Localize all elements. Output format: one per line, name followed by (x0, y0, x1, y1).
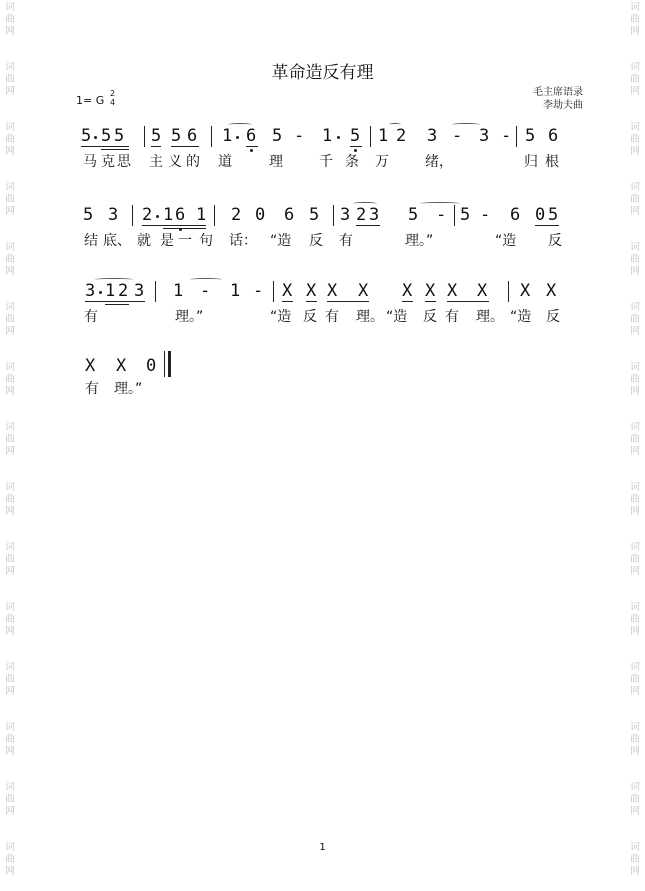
lyric: 就 (137, 233, 151, 249)
note: X (306, 281, 317, 301)
watermark-char: 网 (5, 206, 15, 217)
watermark-char: 曲 (630, 794, 640, 805)
watermark-group (0, 302, 20, 338)
lyric: “造 (386, 309, 408, 325)
note: 5 (460, 205, 471, 225)
note: 5 (101, 126, 112, 146)
note: - (452, 126, 463, 146)
watermark-char: 词 (5, 2, 15, 13)
note: 1 (173, 281, 184, 301)
watermark-group (0, 482, 20, 518)
song-title: 革命造反有理 (271, 63, 374, 83)
watermark-char: 网 (5, 446, 15, 457)
lyric: 底、 (103, 233, 131, 249)
watermark-char: 词 (5, 662, 15, 673)
watermark-char: 网 (630, 626, 640, 637)
watermark-char: 网 (630, 746, 640, 757)
watermark-char: 曲 (630, 854, 640, 865)
watermark-char: 网 (5, 746, 15, 757)
barline (508, 281, 509, 302)
page-number: 1 (319, 842, 326, 853)
watermark-char: 曲 (5, 794, 15, 805)
note: 1 (230, 281, 241, 301)
note: 3 (340, 205, 351, 225)
watermark-char: 曲 (5, 14, 15, 25)
underline (105, 304, 129, 305)
watermark-right (625, 0, 645, 891)
note: 5 (151, 126, 162, 146)
watermark-char: 网 (5, 626, 15, 637)
watermark-char: 词 (630, 122, 640, 133)
note: X (477, 281, 488, 301)
note: X (546, 281, 557, 301)
lyric: 反 (423, 309, 437, 325)
note: 1 (378, 126, 389, 146)
lyric: “造 (270, 309, 292, 325)
watermark-left (0, 0, 20, 891)
slur (190, 278, 222, 281)
watermark-group (0, 362, 20, 398)
watermark-char: 网 (630, 686, 640, 697)
watermark-group (625, 182, 645, 218)
note: X (425, 281, 436, 301)
lyric: 理 (269, 154, 283, 170)
watermark-group (625, 662, 645, 698)
watermark-char: 词 (5, 602, 15, 613)
barline (370, 126, 371, 147)
watermark-char: 网 (630, 386, 640, 397)
composer-credit: 李劫夫曲 (543, 100, 583, 111)
note: - (294, 126, 305, 146)
key-signature: 1= G (76, 94, 105, 107)
note: 1 (196, 205, 207, 225)
watermark-char: 网 (5, 86, 15, 97)
note: 0 (146, 356, 157, 376)
note: 3 (369, 205, 380, 225)
underline (356, 225, 380, 226)
note: 5 (408, 205, 419, 225)
watermark-group (0, 242, 20, 278)
lyric: 一 (178, 233, 192, 249)
watermark-group (625, 2, 645, 38)
note: 5 (309, 205, 320, 225)
note: 6 (187, 126, 198, 146)
lyric: 理。 (476, 309, 504, 325)
note: 3 (427, 126, 438, 146)
note: 6 (510, 205, 521, 225)
note: 6 (246, 126, 257, 146)
lyric: 有 (325, 309, 339, 325)
note: - (200, 281, 211, 301)
watermark-char: 词 (630, 302, 640, 313)
watermark-char: 词 (630, 182, 640, 193)
watermark-char: 曲 (5, 554, 15, 565)
slur (452, 123, 480, 126)
lyric: 是 (160, 233, 174, 249)
watermark-char: 网 (630, 146, 640, 157)
note: 2 (356, 205, 367, 225)
watermark-char: 网 (630, 506, 640, 517)
watermark-char: 网 (630, 86, 640, 97)
lyric: 主 (149, 154, 163, 170)
watermark-char: 词 (630, 242, 640, 253)
barline (144, 126, 145, 147)
watermark-char: 曲 (630, 14, 640, 25)
underline (142, 225, 206, 226)
note: 5 (548, 205, 559, 225)
watermark-group (0, 182, 20, 218)
underline (163, 228, 206, 229)
watermark-char: 网 (5, 566, 15, 577)
lyric: 有 (445, 309, 459, 325)
barline (273, 281, 274, 302)
underline (535, 225, 559, 226)
watermark-char: 词 (630, 362, 640, 373)
underline (425, 301, 436, 302)
lyric: 绪， (425, 154, 453, 170)
note: - (436, 205, 447, 225)
watermark-char: 词 (5, 122, 15, 133)
note: 2 (231, 205, 242, 225)
lyric: 反 (546, 309, 560, 325)
underline (101, 149, 129, 150)
note: 1 (105, 281, 116, 301)
underline (447, 301, 489, 302)
watermark-char: 词 (630, 482, 640, 493)
lyric: 有 (339, 233, 353, 249)
watermark-group (0, 2, 20, 38)
note: 5 (350, 126, 361, 146)
lyric: 反 (309, 233, 323, 249)
note: X (327, 281, 338, 301)
slur (95, 278, 133, 281)
note: 5 (272, 126, 283, 146)
watermark-char: 曲 (5, 254, 15, 265)
lyric: 义 (168, 154, 182, 170)
watermark-char: 网 (5, 386, 15, 397)
watermark-char: 词 (630, 602, 640, 613)
watermark-char: 网 (5, 866, 15, 877)
lyricist-credit: 毛主席语录 (533, 87, 583, 98)
underline (282, 301, 293, 302)
watermark-char: 词 (630, 782, 640, 793)
watermark-char: 曲 (630, 134, 640, 145)
watermark-group (625, 602, 645, 638)
lyric: 理。” (175, 309, 204, 325)
watermark-char: 词 (5, 182, 15, 193)
watermark-char: 词 (5, 722, 15, 733)
watermark-char: 词 (5, 302, 15, 313)
note: X (402, 281, 413, 301)
note: - (253, 281, 264, 301)
lyric: 有 (85, 381, 99, 397)
barline (214, 205, 215, 226)
watermark-group (0, 122, 20, 158)
note: 2 (142, 205, 153, 225)
watermark-char: 曲 (630, 254, 640, 265)
watermark-char: 词 (5, 782, 15, 793)
watermark-char: 网 (5, 26, 15, 37)
watermark-char: 网 (630, 566, 640, 577)
barline (516, 126, 517, 147)
watermark-group (0, 782, 20, 818)
barline (155, 281, 156, 302)
watermark-char: 词 (5, 842, 15, 853)
note: X (520, 281, 531, 301)
lyric: 理。 (356, 309, 384, 325)
time-signature-top: 2 (110, 89, 116, 98)
slur (228, 123, 252, 126)
lyric: 马 (83, 154, 97, 170)
watermark-char: 词 (630, 62, 640, 73)
lyric: 理。” (114, 381, 143, 397)
watermark-char: 曲 (5, 434, 15, 445)
watermark-char: 网 (630, 806, 640, 817)
watermark-char: 曲 (5, 194, 15, 205)
lyric: 万 (375, 154, 389, 170)
lyric: 道 (218, 154, 232, 170)
watermark-char: 曲 (5, 314, 15, 325)
lyric: 有 (84, 309, 98, 325)
watermark-char: 网 (630, 446, 640, 457)
note: 5 (81, 126, 92, 146)
augmentation-dot (236, 136, 239, 139)
watermark-char: 曲 (5, 134, 15, 145)
underline (151, 146, 161, 147)
lyric: 根 (545, 154, 559, 170)
watermark-group (625, 482, 645, 518)
watermark-char: 词 (630, 2, 640, 13)
watermark-group (625, 302, 645, 338)
underline (327, 301, 369, 302)
watermark-char: 曲 (5, 614, 15, 625)
note: 1 (222, 126, 233, 146)
watermark-char: 词 (5, 362, 15, 373)
watermark-char: 词 (5, 62, 15, 73)
low-octave-dot (250, 149, 253, 152)
watermark-char: 曲 (630, 74, 640, 85)
note: 1 (322, 126, 333, 146)
watermark-char: 曲 (5, 74, 15, 85)
note: - (480, 205, 491, 225)
lyric: 句 (199, 233, 213, 249)
note: 0 (255, 205, 266, 225)
lyric: 反 (303, 309, 317, 325)
watermark-char: 曲 (630, 194, 640, 205)
watermark-char: 网 (5, 686, 15, 697)
lyric: “造 (495, 233, 517, 249)
note: X (358, 281, 369, 301)
watermark-char: 网 (630, 206, 640, 217)
lyric: 克 (101, 154, 115, 170)
watermark-char: 网 (630, 266, 640, 277)
watermark-char: 曲 (5, 734, 15, 745)
lyric: 话： (229, 233, 257, 249)
note: 6 (175, 205, 186, 225)
final-barline (168, 351, 171, 377)
note: 5 (83, 205, 94, 225)
watermark-char: 网 (630, 866, 640, 877)
note: X (85, 356, 96, 376)
watermark-group (0, 542, 20, 578)
note: 2 (118, 281, 129, 301)
augmentation-dot (156, 215, 159, 218)
underline (402, 301, 413, 302)
lyric: 条 (345, 154, 359, 170)
barline (132, 205, 133, 226)
watermark-group (625, 782, 645, 818)
underline (171, 146, 199, 147)
watermark-char: 曲 (630, 614, 640, 625)
watermark-char: 词 (5, 422, 15, 433)
time-signature (110, 89, 115, 107)
watermark-group (625, 362, 645, 398)
note: - (501, 126, 512, 146)
note: 1 (163, 205, 174, 225)
watermark-char: 网 (5, 146, 15, 157)
lyric: 结 (84, 233, 98, 249)
watermark-char: 词 (5, 482, 15, 493)
watermark-group (625, 422, 645, 458)
note: 0 (535, 205, 546, 225)
lyric: 理。” (405, 233, 434, 249)
watermark-char: 网 (630, 26, 640, 37)
watermark-group (625, 122, 645, 158)
note: 3 (108, 205, 119, 225)
watermark-char: 曲 (5, 494, 15, 505)
underline (306, 301, 317, 302)
watermark-char: 曲 (630, 494, 640, 505)
lyric: “造 (270, 233, 292, 249)
barline (333, 205, 334, 226)
lyric: 的 (186, 154, 200, 170)
augmentation-dot (337, 136, 340, 139)
underline (246, 146, 258, 147)
watermark-group (625, 722, 645, 758)
watermark-char: 曲 (630, 674, 640, 685)
watermark-char: 词 (5, 242, 15, 253)
lyric: 归 (524, 154, 538, 170)
slur (389, 123, 401, 126)
time-signature-bottom: 4 (110, 98, 116, 107)
underline (85, 301, 145, 302)
watermark-group (0, 602, 20, 638)
lyric: 千 (319, 154, 333, 170)
augmentation-dot (94, 136, 97, 139)
note: X (116, 356, 127, 376)
barline (454, 205, 455, 226)
note: 6 (284, 205, 295, 225)
watermark-char: 网 (630, 326, 640, 337)
note: 5 (171, 126, 182, 146)
watermark-char: 网 (5, 506, 15, 517)
slur (353, 202, 377, 205)
note: X (282, 281, 293, 301)
watermark-char: 曲 (630, 734, 640, 745)
lyric: “造 (510, 309, 532, 325)
watermark-char: 网 (5, 806, 15, 817)
note: 3 (85, 281, 96, 301)
watermark-char: 曲 (630, 314, 640, 325)
note: 5 (114, 126, 125, 146)
watermark-char: 词 (5, 542, 15, 553)
watermark-group (625, 542, 645, 578)
watermark-group (0, 722, 20, 758)
watermark-char: 词 (630, 662, 640, 673)
underline (350, 146, 362, 147)
underline (81, 146, 129, 147)
note: X (447, 281, 458, 301)
augmentation-dot (99, 291, 102, 294)
watermark-char: 词 (630, 842, 640, 853)
note: 6 (548, 126, 559, 146)
watermark-group (0, 422, 20, 458)
watermark-char: 网 (5, 266, 15, 277)
watermark-group (625, 242, 645, 278)
watermark-char: 词 (630, 722, 640, 733)
watermark-char: 曲 (5, 374, 15, 385)
barline (211, 126, 212, 147)
watermark-char: 词 (630, 422, 640, 433)
watermark-char: 曲 (5, 854, 15, 865)
note: 2 (396, 126, 407, 146)
watermark-char: 曲 (630, 554, 640, 565)
credits (533, 86, 583, 112)
note: 5 (525, 126, 536, 146)
watermark-char: 曲 (630, 374, 640, 385)
watermark-group (0, 662, 20, 698)
watermark-char: 网 (5, 326, 15, 337)
barline (164, 351, 165, 377)
note: 3 (134, 281, 145, 301)
watermark-char: 曲 (630, 434, 640, 445)
low-octave-dot (354, 149, 357, 152)
watermark-char: 曲 (5, 674, 15, 685)
watermark-char: 词 (630, 542, 640, 553)
note: 3 (479, 126, 490, 146)
lyric: 思 (117, 154, 131, 170)
lyric: 反 (548, 233, 562, 249)
